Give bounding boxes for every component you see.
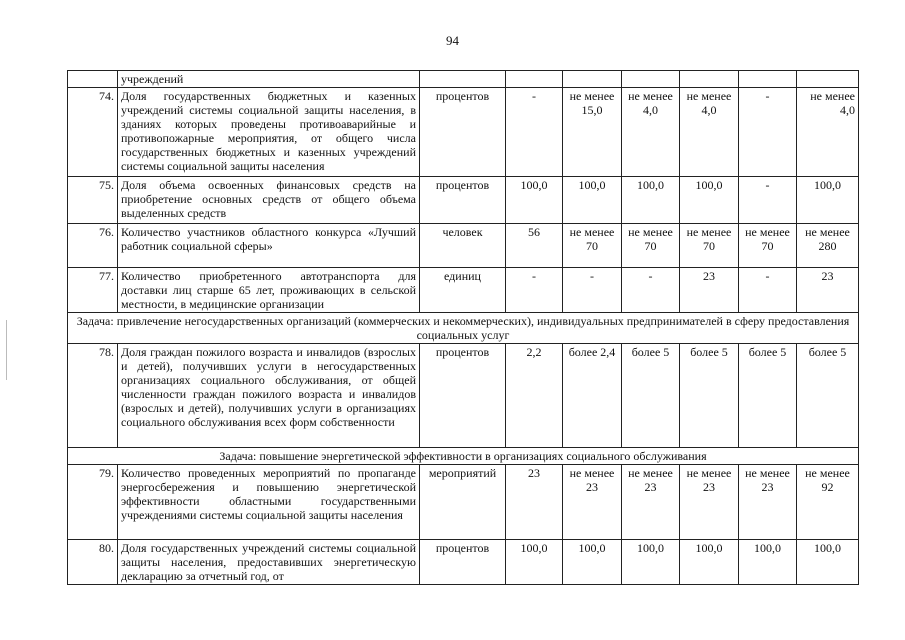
row-value: 100,0 (563, 540, 622, 585)
row-unit: человек (420, 224, 506, 268)
row-value: 100,0 (563, 177, 622, 224)
row-value: - (739, 88, 797, 177)
table-row (68, 540, 859, 585)
row-number (68, 71, 118, 88)
margin-rule (6, 320, 7, 380)
row-value: - (506, 88, 563, 177)
row-value: не менее 280 (797, 224, 859, 268)
row-value: не менее 4,0 (622, 88, 680, 177)
row-value: 23 (797, 268, 859, 313)
row-number: 76. (68, 224, 118, 268)
row-value: не менее 70 (739, 224, 797, 268)
row-value: 2,2 (506, 344, 563, 448)
row-value: более 5 (680, 344, 739, 448)
row-value: 23 (506, 465, 563, 540)
row-value: не менее 4,0 (797, 88, 859, 177)
table-row (68, 344, 859, 448)
row-value: не менее 70 (680, 224, 739, 268)
indicators-table (67, 70, 859, 585)
row-value: 100,0 (797, 177, 859, 224)
row-description: учреждений (118, 71, 420, 88)
row-value: - (622, 268, 680, 313)
row-value: 100,0 (680, 540, 739, 585)
row-unit: процентов (420, 177, 506, 224)
row-value: 100,0 (739, 540, 797, 585)
row-description: Доля государственных учреждений системы социальной защиты населения, предоставивших энергетическую декларацию за отчетный год, от (118, 540, 420, 585)
row-value: - (563, 268, 622, 313)
row-unit: процентов (420, 344, 506, 448)
row-value: 23 (680, 268, 739, 313)
row-value: более 2,4 (563, 344, 622, 448)
table-row (68, 177, 859, 224)
task-heading: Задача: повышение энергетической эффективности в организациях социального обслуживания (68, 448, 859, 465)
row-value: - (739, 177, 797, 224)
row-value: 100,0 (680, 177, 739, 224)
row-number: 78. (68, 344, 118, 448)
row-value: не менее 23 (622, 465, 680, 540)
row-unit: мероприятий (420, 465, 506, 540)
row-value: более 5 (797, 344, 859, 448)
table-row (68, 71, 859, 88)
table-row (68, 268, 859, 313)
row-value: 100,0 (622, 540, 680, 585)
row-value: не менее 15,0 (563, 88, 622, 177)
task-heading: Задача: привлечение негосударственных организаций (коммерческих и некоммерческих), индивидуальных предпринимателей в сферу предоставления социальных услуг (68, 313, 859, 344)
row-value: не менее 70 (622, 224, 680, 268)
row-value: 100,0 (797, 540, 859, 585)
row-number: 75. (68, 177, 118, 224)
row-value: не менее 23 (680, 465, 739, 540)
task-row (68, 313, 859, 344)
table-row (68, 224, 859, 268)
row-value: 100,0 (622, 177, 680, 224)
table-row (68, 465, 859, 540)
row-description: Количество участников областного конкурса «Лучший работник социальной сферы» (118, 224, 420, 268)
row-unit: процентов (420, 88, 506, 177)
row-number: 77. (68, 268, 118, 313)
row-description: Количество приобретенного автотранспорта для доставки лиц старше 65 лет, проживающих в сельской местности, в медицинские организации (118, 268, 420, 313)
row-description: Доля граждан пожилого возраста и инвалидов (взрослых и детей), получивших услуги в негосударственных организациях социального обслуживания, от общей численности граждан пожилого возраста и инвалидов (взрослых и детей), получивших услуги в организациях социального обслуживания всех форм собственности (118, 344, 420, 448)
row-value: не менее 92 (797, 465, 859, 540)
page-number: 94 (446, 33, 459, 48)
row-description: Количество проведенных мероприятий по пропаганде энергосбережения и повышению энергетической эффективности областными государственными учреждениями системы социальной защиты населения (118, 465, 420, 540)
row-number: 74. (68, 88, 118, 177)
row-value: не менее 23 (563, 465, 622, 540)
row-value: 100,0 (506, 540, 563, 585)
row-value: более 5 (622, 344, 680, 448)
row-value: 100,0 (506, 177, 563, 224)
row-value: не менее 4,0 (680, 88, 739, 177)
row-value: более 5 (739, 344, 797, 448)
table-row (68, 88, 859, 177)
row-unit: единиц (420, 268, 506, 313)
row-number: 79. (68, 465, 118, 540)
row-value: 56 (506, 224, 563, 268)
row-value: не менее 23 (739, 465, 797, 540)
row-description: Доля государственных бюджетных и казенных учреждений системы социальной защиты населения, в зданиях которых проведены противоаварийные и противопожарные мероприятия, от общего числа государственных бюджетных и казенных учреждений системы социальной защиты населения (118, 88, 420, 177)
task-row (68, 448, 859, 465)
row-description: Доля объема освоенных финансовых средств на приобретение основных средств от общего объема выделенных средств (118, 177, 420, 224)
row-value: - (739, 268, 797, 313)
row-value: не менее 70 (563, 224, 622, 268)
row-value: - (506, 268, 563, 313)
row-unit: процентов (420, 540, 506, 585)
row-number: 80. (68, 540, 118, 585)
